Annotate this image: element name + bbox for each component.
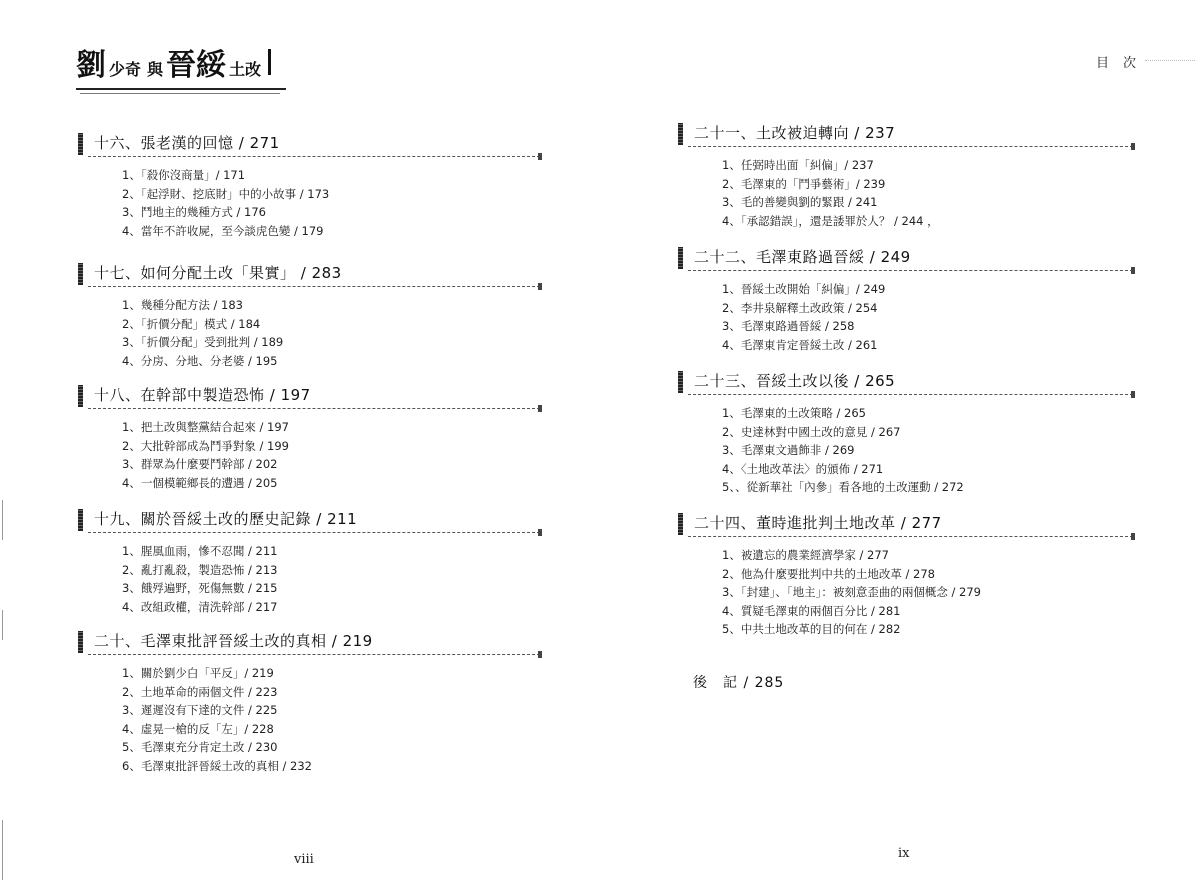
chapter-title: 二十、毛澤東批評晉綏土改的真相 / 219	[94, 632, 373, 650]
title-shaoqi: 少奇	[109, 60, 142, 79]
toc-item: 3、遲遲沒有下達的文件 / 225	[122, 703, 278, 717]
chapter-marker	[678, 513, 683, 535]
chapter-title: 二十四、董時進批判土地改革 / 277	[694, 514, 942, 532]
toc-item: 1、幾種分配方法 / 183	[122, 298, 243, 312]
chapter-marker	[678, 371, 683, 393]
title-underline-thin	[80, 93, 280, 94]
chapter-rule-end	[1131, 143, 1135, 150]
chapter-rule-end	[538, 405, 542, 412]
toc-item: 3、毛澤東文過飾非 / 269	[722, 443, 855, 457]
toc-item: 2、他為什麼要批判中共的土地改革 / 278	[722, 566, 935, 581]
toc-item: 5、、從新華社「內參」看各地的土改運動 / 272	[722, 480, 964, 494]
chapter-title: 二十一、土改被迫轉向 / 237	[694, 124, 896, 142]
toc-item: 4、質疑毛澤東的兩個百分比 / 281	[722, 603, 901, 618]
chapter-rule	[88, 156, 540, 157]
toc-item: 3、毛的善變與劉的緊跟 / 241	[722, 195, 878, 209]
title-underline	[76, 88, 286, 90]
page-number-left: viii	[294, 852, 314, 867]
chapter-rule-end	[538, 153, 542, 160]
chapter-rule-end	[1131, 391, 1135, 398]
chapter-rule	[88, 286, 540, 287]
chapter-rule	[88, 532, 540, 533]
scan-edge-mark	[2, 820, 3, 880]
chapter-22	[678, 246, 911, 354]
chapter-rule	[88, 408, 540, 409]
chapter-marker	[78, 385, 83, 407]
chapter-20	[78, 630, 373, 775]
toc-item: 2、毛澤東的「鬥爭藝術」/ 239	[722, 176, 886, 191]
chapter-23	[678, 370, 964, 497]
chapter-rule	[688, 536, 1133, 537]
chapter-24	[678, 512, 981, 639]
toc-item: 4、改組政權，清洗幹部 / 217	[122, 599, 278, 614]
toc-item: 2、大批幹部成為鬥爭對象 / 199	[122, 438, 289, 453]
toc-item: 1、腥風血雨，慘不忍聞 / 211	[122, 544, 278, 558]
toc-item: 3、餓殍遍野，死傷無數 / 215	[122, 581, 278, 595]
chapter-rule-end	[538, 283, 542, 290]
chapter-rule	[88, 654, 540, 655]
toc-item: 6、毛澤東批評晉綏土改的真相 / 232	[122, 758, 312, 773]
toc-item: 4、一個模範鄉長的遭遇 / 205	[122, 475, 278, 490]
title-bar-ornament	[268, 49, 271, 75]
chapter-marker	[678, 247, 683, 269]
chapter-title: 十九、關於晉綏土改的歷史記錄 / 211	[94, 510, 358, 528]
toc-item: 4、虛晃一槍的反「左」/ 228	[122, 721, 274, 736]
toc-item: 4、毛澤東肯定晉綏土改 / 261	[722, 337, 878, 352]
toc-item: 4、「承認錯誤」，還是諉罪於人？ / 244 ，	[722, 213, 939, 228]
toc-item: 2、史達林對中國土改的意見 / 267	[722, 424, 901, 439]
page-number-right: ix	[898, 846, 910, 861]
chapter-17	[78, 262, 342, 370]
toc-item: 1、晉綏土改開始「糾偏」/ 249	[722, 282, 886, 296]
toc-item: 2、土地革命的兩個文件 / 223	[122, 684, 278, 699]
chapter-19	[78, 508, 358, 616]
toc-item: 2、「起浮財、挖底財」中的小故事 / 173	[122, 186, 330, 201]
chapter-marker	[78, 631, 83, 653]
right-page	[600, 0, 1200, 888]
running-header-title	[76, 40, 271, 90]
chapter-rule	[688, 394, 1133, 395]
toc-item: 3、「封建」、「地主」：被刻意歪曲的兩個概念 / 279	[722, 585, 981, 599]
chapter-rule	[688, 146, 1133, 147]
chapter-rule-end	[538, 651, 542, 658]
chapter-18	[78, 384, 311, 492]
toc-item: 3、「折價分配」受到批判 / 189	[122, 335, 284, 349]
toc-item: 2、李井泉解釋土改政策 / 254	[722, 300, 878, 315]
title-yu: 與	[147, 60, 164, 79]
toc-item: 2、亂打亂殺，製造恐怖 / 213	[122, 562, 278, 577]
toc-item: 4、〈土地改革法〉的頒佈 / 271	[722, 461, 884, 476]
title-char-liu: 劉	[76, 48, 106, 83]
toc-item: 3、鬥地主的幾種方式 / 176	[122, 205, 266, 219]
toc-item: 1、任弼時出面「糾偏」/ 237	[722, 158, 874, 172]
chapter-rule-end	[1131, 267, 1135, 274]
toc-item: 4、當年不許收屍，至今談虎色變 / 179	[122, 223, 324, 238]
toc-item: 1、關於劉少白「平反」/ 219	[122, 666, 274, 680]
chapter-title: 二十二、毛澤東路過晉綏 / 249	[694, 248, 911, 266]
chapter-marker	[78, 133, 83, 155]
chapter-title: 二十三、晉綏土改以後 / 265	[694, 372, 896, 390]
toc-item: 1、「殺你沒商量」/ 171	[122, 168, 246, 182]
title-jinsui: 晉綏	[166, 48, 227, 83]
chapter-rule-end	[1131, 533, 1135, 540]
toc-item: 3、毛澤東路過晉綏 / 258	[722, 319, 855, 333]
toc-item: 1、毛澤東的土改策略 / 265	[722, 406, 866, 420]
chapter-marker	[678, 123, 683, 145]
chapter-marker	[78, 263, 83, 285]
chapter-marker	[78, 509, 83, 531]
chapter-title: 十六、張老漢的回憶 / 271	[94, 134, 280, 152]
chapter-title: 十七、如何分配土改「果實」 / 283	[94, 264, 342, 282]
header-dots	[1145, 60, 1195, 61]
chapter-rule	[688, 270, 1133, 271]
toc-item: 1、被遺忘的農業經濟學家 / 277	[722, 548, 889, 562]
toc-item: 4、分房、分地、分老婆 / 195	[122, 353, 278, 368]
toc-item: 5、中共土地改革的目的何在 / 282	[722, 622, 901, 636]
scan-edge-mark	[2, 500, 3, 540]
toc-item: 1、把土改與整黨結合起來 / 197	[122, 420, 289, 434]
chapter-rule-end	[538, 529, 542, 536]
chapter-21	[678, 122, 939, 230]
toc-item: 5、毛澤東充分肯定土改 / 230	[122, 740, 278, 754]
section-header: 目次	[1096, 56, 1151, 71]
afterword-entry: 後 記 / 285	[693, 675, 785, 691]
toc-item: 2、「折價分配」模式 / 184	[122, 316, 261, 331]
chapter-16	[78, 132, 329, 240]
scan-edge-mark	[2, 610, 3, 640]
toc-item: 3、群眾為什麼要鬥幹部 / 202	[122, 457, 278, 471]
chapter-title: 十八、在幹部中製造恐怖 / 197	[94, 386, 311, 404]
title-tugai: 土改	[229, 60, 262, 79]
